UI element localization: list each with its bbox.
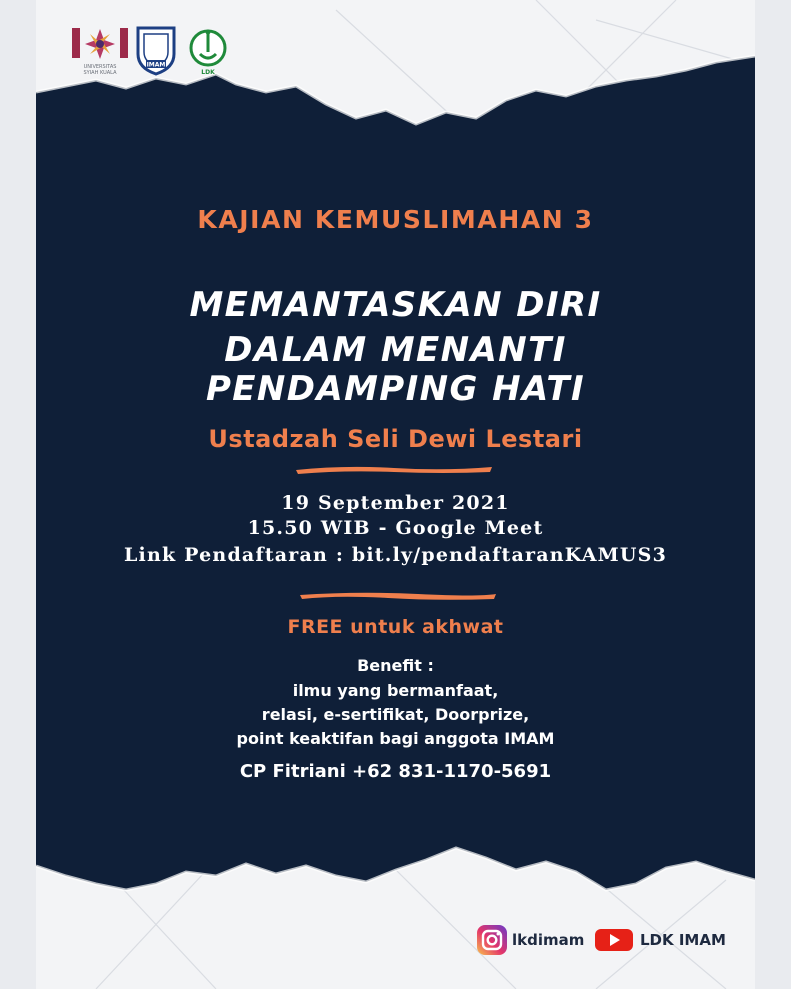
instagram-handle: lkdimam — [512, 931, 585, 949]
ldk-green-logo — [188, 24, 228, 76]
university-logo — [70, 24, 130, 76]
benefit-line-1: ilmu yang bermanfaat, — [292, 681, 499, 700]
benefit-line-3: point keaktifan bagi anggota IMAM — [236, 729, 555, 748]
instagram-icon — [476, 924, 508, 956]
benefit-line-2: relasi, e-sertifikat, Doorprize, — [261, 705, 530, 724]
event-series-title: KAJIAN KEMUSLIMAHAN 3 — [197, 205, 594, 234]
instagram-link[interactable] — [476, 924, 585, 956]
registration-link[interactable]: Link Pendaftaran : bit.ly/pendaftaranKAMUS3 — [124, 544, 667, 566]
main-title-line-3: PENDAMPING HATI — [205, 369, 586, 409]
youtube-link[interactable] — [594, 924, 726, 956]
youtube-channel: LDK IMAM — [640, 931, 726, 949]
logo-2-caption: IMAM — [146, 61, 166, 69]
logo-1-caption-2: SYIAH KUALA — [83, 70, 117, 76]
event-poster — [36, 0, 755, 989]
benefit-heading: Benefit : — [357, 656, 434, 675]
event-time: 15.50 WIB - Google Meet — [247, 517, 544, 539]
free-note: FREE untuk akhwat — [287, 616, 504, 638]
imam-shield-logo — [132, 24, 180, 76]
main-title-line-2: DALAM MENANTI — [224, 330, 567, 370]
youtube-icon — [594, 924, 634, 956]
logo-3-caption: LDK — [201, 69, 215, 76]
speaker-name: Ustadzah Seli Dewi Lestari — [208, 425, 583, 453]
contact-person: CP Fitriani +62 831-1170-5691 — [239, 761, 552, 782]
brush-divider-1 — [294, 462, 494, 476]
logo-1-caption-1: UNIVERSITAS — [83, 64, 117, 70]
event-date: 19 September 2021 — [281, 492, 510, 514]
main-title-line-1: MEMANTASKAN DIRI — [189, 285, 602, 325]
brush-divider-2 — [298, 588, 498, 602]
